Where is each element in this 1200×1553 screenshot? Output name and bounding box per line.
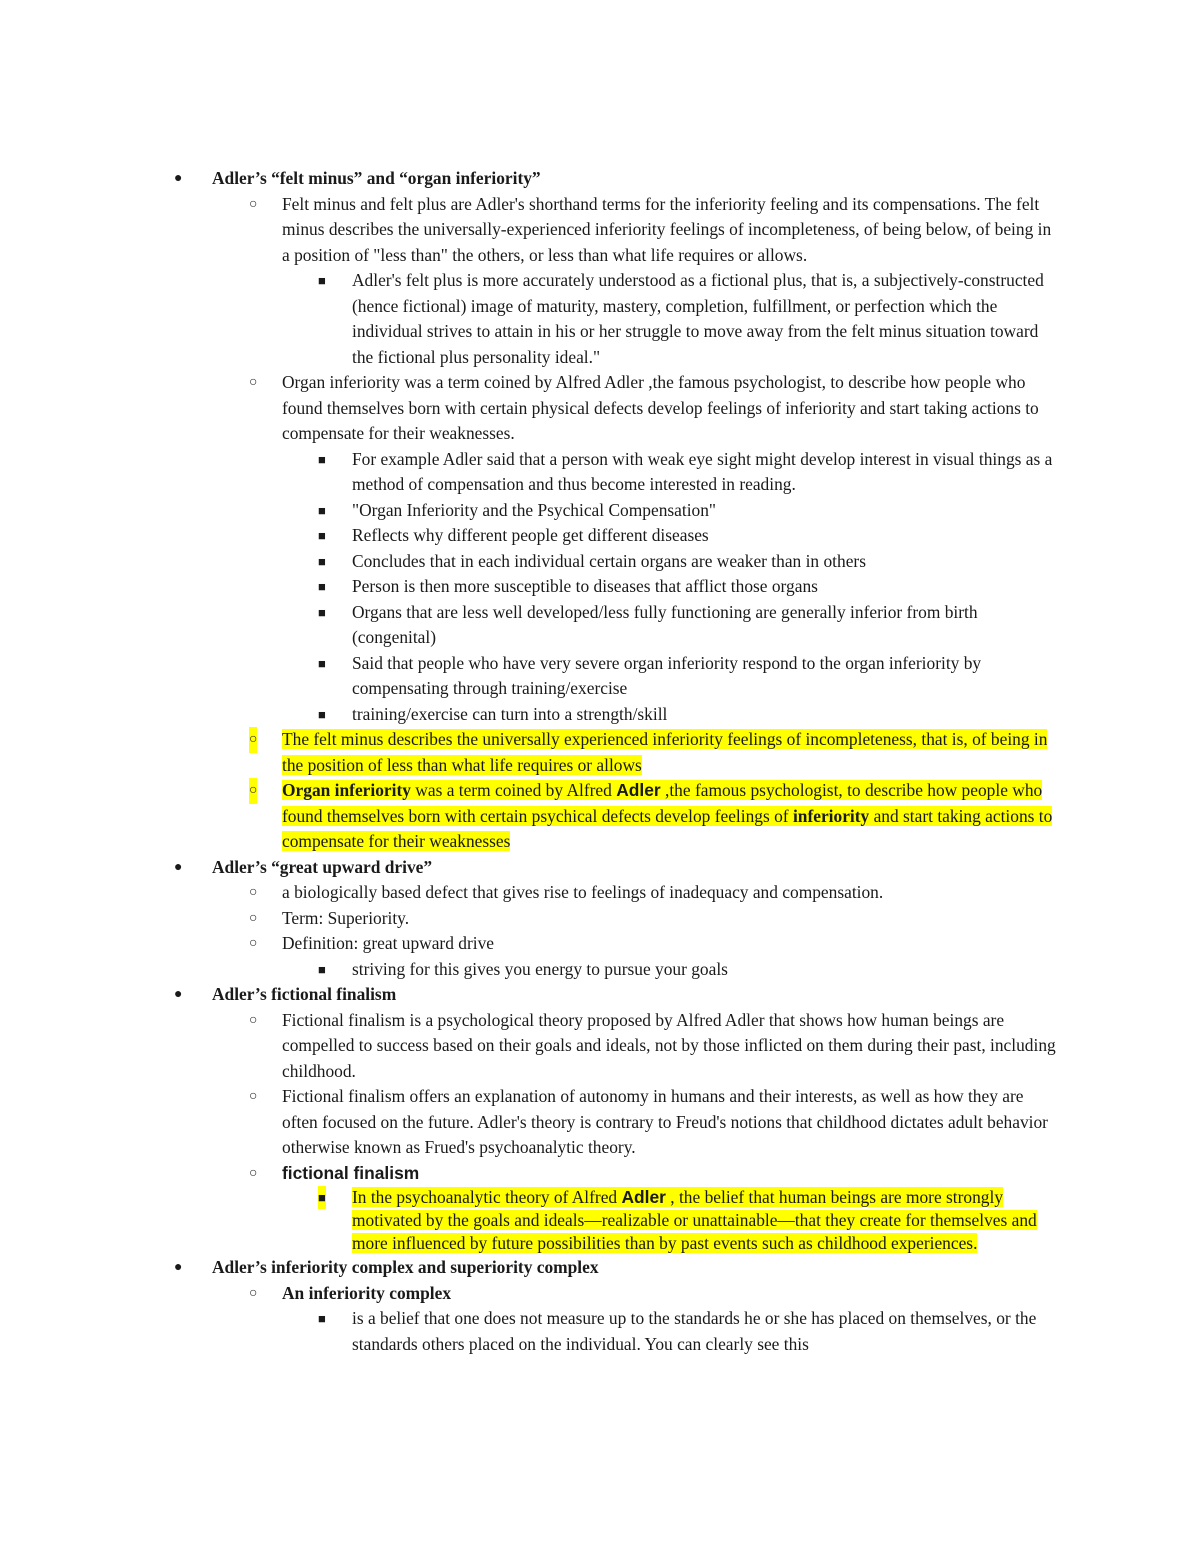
list-item-level-3 [318,600,1062,651]
list-item-text [352,449,1052,495]
bold-text-segment: Adler’s fictional finalism [212,984,397,1004]
bold-text-segment: inferiority [792,805,870,826]
list-item-level-2 [249,1281,1062,1307]
filled-square-bullet-icon: ■ [318,273,326,288]
text-segment: striving for this gives you energy to pursue your goals [352,958,728,979]
filled-square-bullet-icon: ■ [318,1186,326,1209]
bold-text-segment: Organ inferiority [282,780,411,800]
hollow-circle-bullet-icon: ○ [249,1089,258,1104]
list-item-level-2 [249,1008,1062,1085]
hollow-circle-bullet-icon: ○ [249,778,257,804]
list-item-text [352,1308,1036,1354]
filled-square-bullet-icon: ■ [318,961,326,977]
text-segment: ,the famous psychologist, to describe how people who found themselves born with certain psychical defects develop feelings of [282,780,1043,826]
list-item-level-2 [249,906,1062,932]
filled-square-bullet-icon: ■ [318,451,326,467]
text-segment: Felt minus and felt plus are Adler's shorthand terms for the inferiority feeling and its compensations. The felt minus describes the universally-experienced inferiority feelings of incompleteness, of being below, of being in a position of "less than" the others, or less than what life requires or allows. [282,193,1052,265]
list-item-text [282,908,409,928]
bold-text-segment: Adler [616,780,661,800]
list-item-text [282,1283,451,1303]
list-item-level-2 [249,1161,1062,1187]
text-segment: is a belief that one does not measure up to the standards he or she has placed on themselves, or the standards others placed on the individual. You can clearly see this [352,1308,1037,1354]
filled-circle-bullet-icon: ● [174,987,183,1002]
list-item-text [212,168,541,188]
filled-square-bullet-icon: ■ [318,604,326,620]
text-segment: Definition: great upward drive [282,933,494,953]
list-item-level-3 [318,574,1062,600]
text-segment: was a term coined by Alfred [410,780,617,800]
text-segment: Person is then more susceptible to diseases that afflict those organs [352,576,818,596]
list-item-text [352,704,667,724]
list-item-text [352,525,709,545]
hollow-circle-bullet-icon: ○ [249,375,258,390]
bold-text-segment: fictional finalism [282,1162,420,1183]
filled-square-bullet-icon: ■ [318,502,326,518]
list-item-level-3 [318,1186,1062,1255]
text-segment: Said that people who have very severe organ inferiority respond to the organ inferiority by compensating through training/exercise [352,652,982,698]
bold-text-segment: Adler’s “great upward drive” [212,856,433,877]
list-item-text [352,653,981,699]
list-item-text [282,194,1051,265]
filled-square-bullet-icon: ■ [318,706,326,722]
list-item-text [282,729,1047,775]
hollow-circle-bullet-icon: ○ [249,1012,258,1028]
list-item-text [352,959,728,979]
text-segment: Organs that are less well developed/less fully functioning are generally inferior from birth (congenital) [352,601,978,647]
filled-square-bullet-icon: ■ [318,579,326,594]
text-segment: training/exercise can turn into a strength/skill [352,703,668,724]
hollow-circle-bullet-icon: ○ [249,885,258,900]
list-item-text [282,882,883,902]
list-item-level-2 [249,192,1062,269]
hollow-circle-bullet-icon: ○ [249,936,258,951]
text-segment: Fictional finalism is a psychological theory proposed by Alfred Adler that shows how human beings are compelled to success based on their goals and ideals, not by those inflicted on them during their past, including childhood. [282,1009,1056,1081]
text-segment: For example Adler said that a person with weak eye sight might develop interest in visual things as a method of compensation and thus become interested in reading. [352,448,1053,494]
bold-text-segment: Adler’s “felt minus” and “organ inferiority” [212,168,541,188]
list-item-text [212,1257,599,1277]
list-item-level-3 [318,523,1062,549]
list-item-level-1 [174,1255,1062,1281]
hollow-circle-bullet-icon: ○ [249,196,258,212]
list-item-level-3 [318,498,1062,524]
text-segment: Term: Superiority. [282,907,410,928]
filled-square-bullet-icon: ■ [318,553,326,569]
list-item-text [352,1187,1037,1253]
list-item-level-3 [318,957,1062,983]
list-item-level-3 [318,702,1062,728]
list-item-text [282,372,1039,443]
list-item-level-2 [249,880,1062,906]
text-segment: Adler's felt plus is more accurately understood as a fictional plus, that is, a subjectively-constructed (hence fictional) image of maturity, mastery, completion, fulfillment, or perfection which the individual strives to attain in his or her struggle to move away from the felt minus situation toward the fictional plus personality ideal." [352,270,1044,367]
filled-square-bullet-icon: ■ [318,1311,326,1326]
list-item-level-2 [249,1084,1062,1161]
text-segment: a biologically based defect that gives rise to feelings of inadequacy and compensation. [282,882,884,902]
list-item-text [282,1163,419,1183]
filled-square-bullet-icon: ■ [318,528,326,543]
hollow-circle-bullet-icon: ○ [249,1285,258,1301]
text-segment: The felt minus describes the universally experienced inferiority feelings of incompleteness, that is, of being in the position of less than what life requires or allows [282,729,1048,775]
list-item-text [352,576,818,596]
list-item-level-2 [249,931,1062,957]
list-item-level-3 [318,651,1062,702]
filled-circle-bullet-icon: ● [174,859,183,875]
list-item-level-2 [249,370,1062,447]
list-item-level-1 [174,166,1062,192]
list-item-text [282,780,1052,851]
list-item-level-3 [318,268,1062,370]
text-segment: and start taking actions to compensate for their weaknesses [282,805,1053,851]
hollow-circle-bullet-icon: ○ [249,910,258,926]
list-item-level-3 [318,1306,1062,1357]
list-item-level-3 [318,447,1062,498]
list-item-level-1 [174,982,1062,1008]
text-segment: Fictional finalism offers an explanation of autonomy in humans and their interests, as well as how they are often focused on the future. Adler's theory is contrary to Freud's notions that childhood dictates adult behavior otherwise known as Frued's psychoanalytic theory. [282,1086,1048,1157]
list-item-level-1 [174,855,1062,881]
list-item-level-3 [318,549,1062,575]
text-segment: Reflects why different people get different diseases [352,525,709,545]
list-item-text [212,857,432,877]
bold-text-segment: An inferiority complex [282,1282,452,1303]
list-item-text [352,270,1044,367]
text-segment: "Organ Inferiority and the Psychical Compensation" [352,499,717,520]
text-segment: Organ inferiority was a term coined by Alfred Adler ,the famous psychologist, to describe how people who found themselves born with certain physical defects develop feelings of inferiority and start taking actions to compensate for their weaknesses. [282,372,1039,443]
list-item-level-2 [249,727,1062,778]
filled-circle-bullet-icon: ● [174,171,183,186]
list-item-level-2 [249,778,1062,855]
list-item-text [352,551,866,571]
filled-square-bullet-icon: ■ [318,655,326,671]
text-segment: , the belief that human beings are more strongly motivated by the goals and ideals—realizable or unattainable—that they create for themselves and more influenced by future possibilities than by past events such as childhood experiences. [352,1187,1037,1253]
bullet-list [0,166,1200,1357]
text-segment: Concludes that in each individual certain organs are weaker than in others [352,550,866,571]
list-item-text [282,1086,1048,1157]
list-item-text [352,500,716,520]
filled-circle-bullet-icon: ● [174,1260,183,1275]
hollow-circle-bullet-icon: ○ [249,727,257,753]
text-segment: In the psychoanalytic theory of Alfred [352,1187,622,1207]
bold-text-segment: Adler’s inferiority complex and superiority complex [212,1257,599,1277]
hollow-circle-bullet-icon: ○ [249,1165,258,1181]
list-item-text [212,984,396,1004]
list-item-text [352,602,978,648]
list-item-text [282,933,494,953]
bold-text-segment: Adler [621,1187,666,1207]
list-item-text [282,1010,1056,1081]
